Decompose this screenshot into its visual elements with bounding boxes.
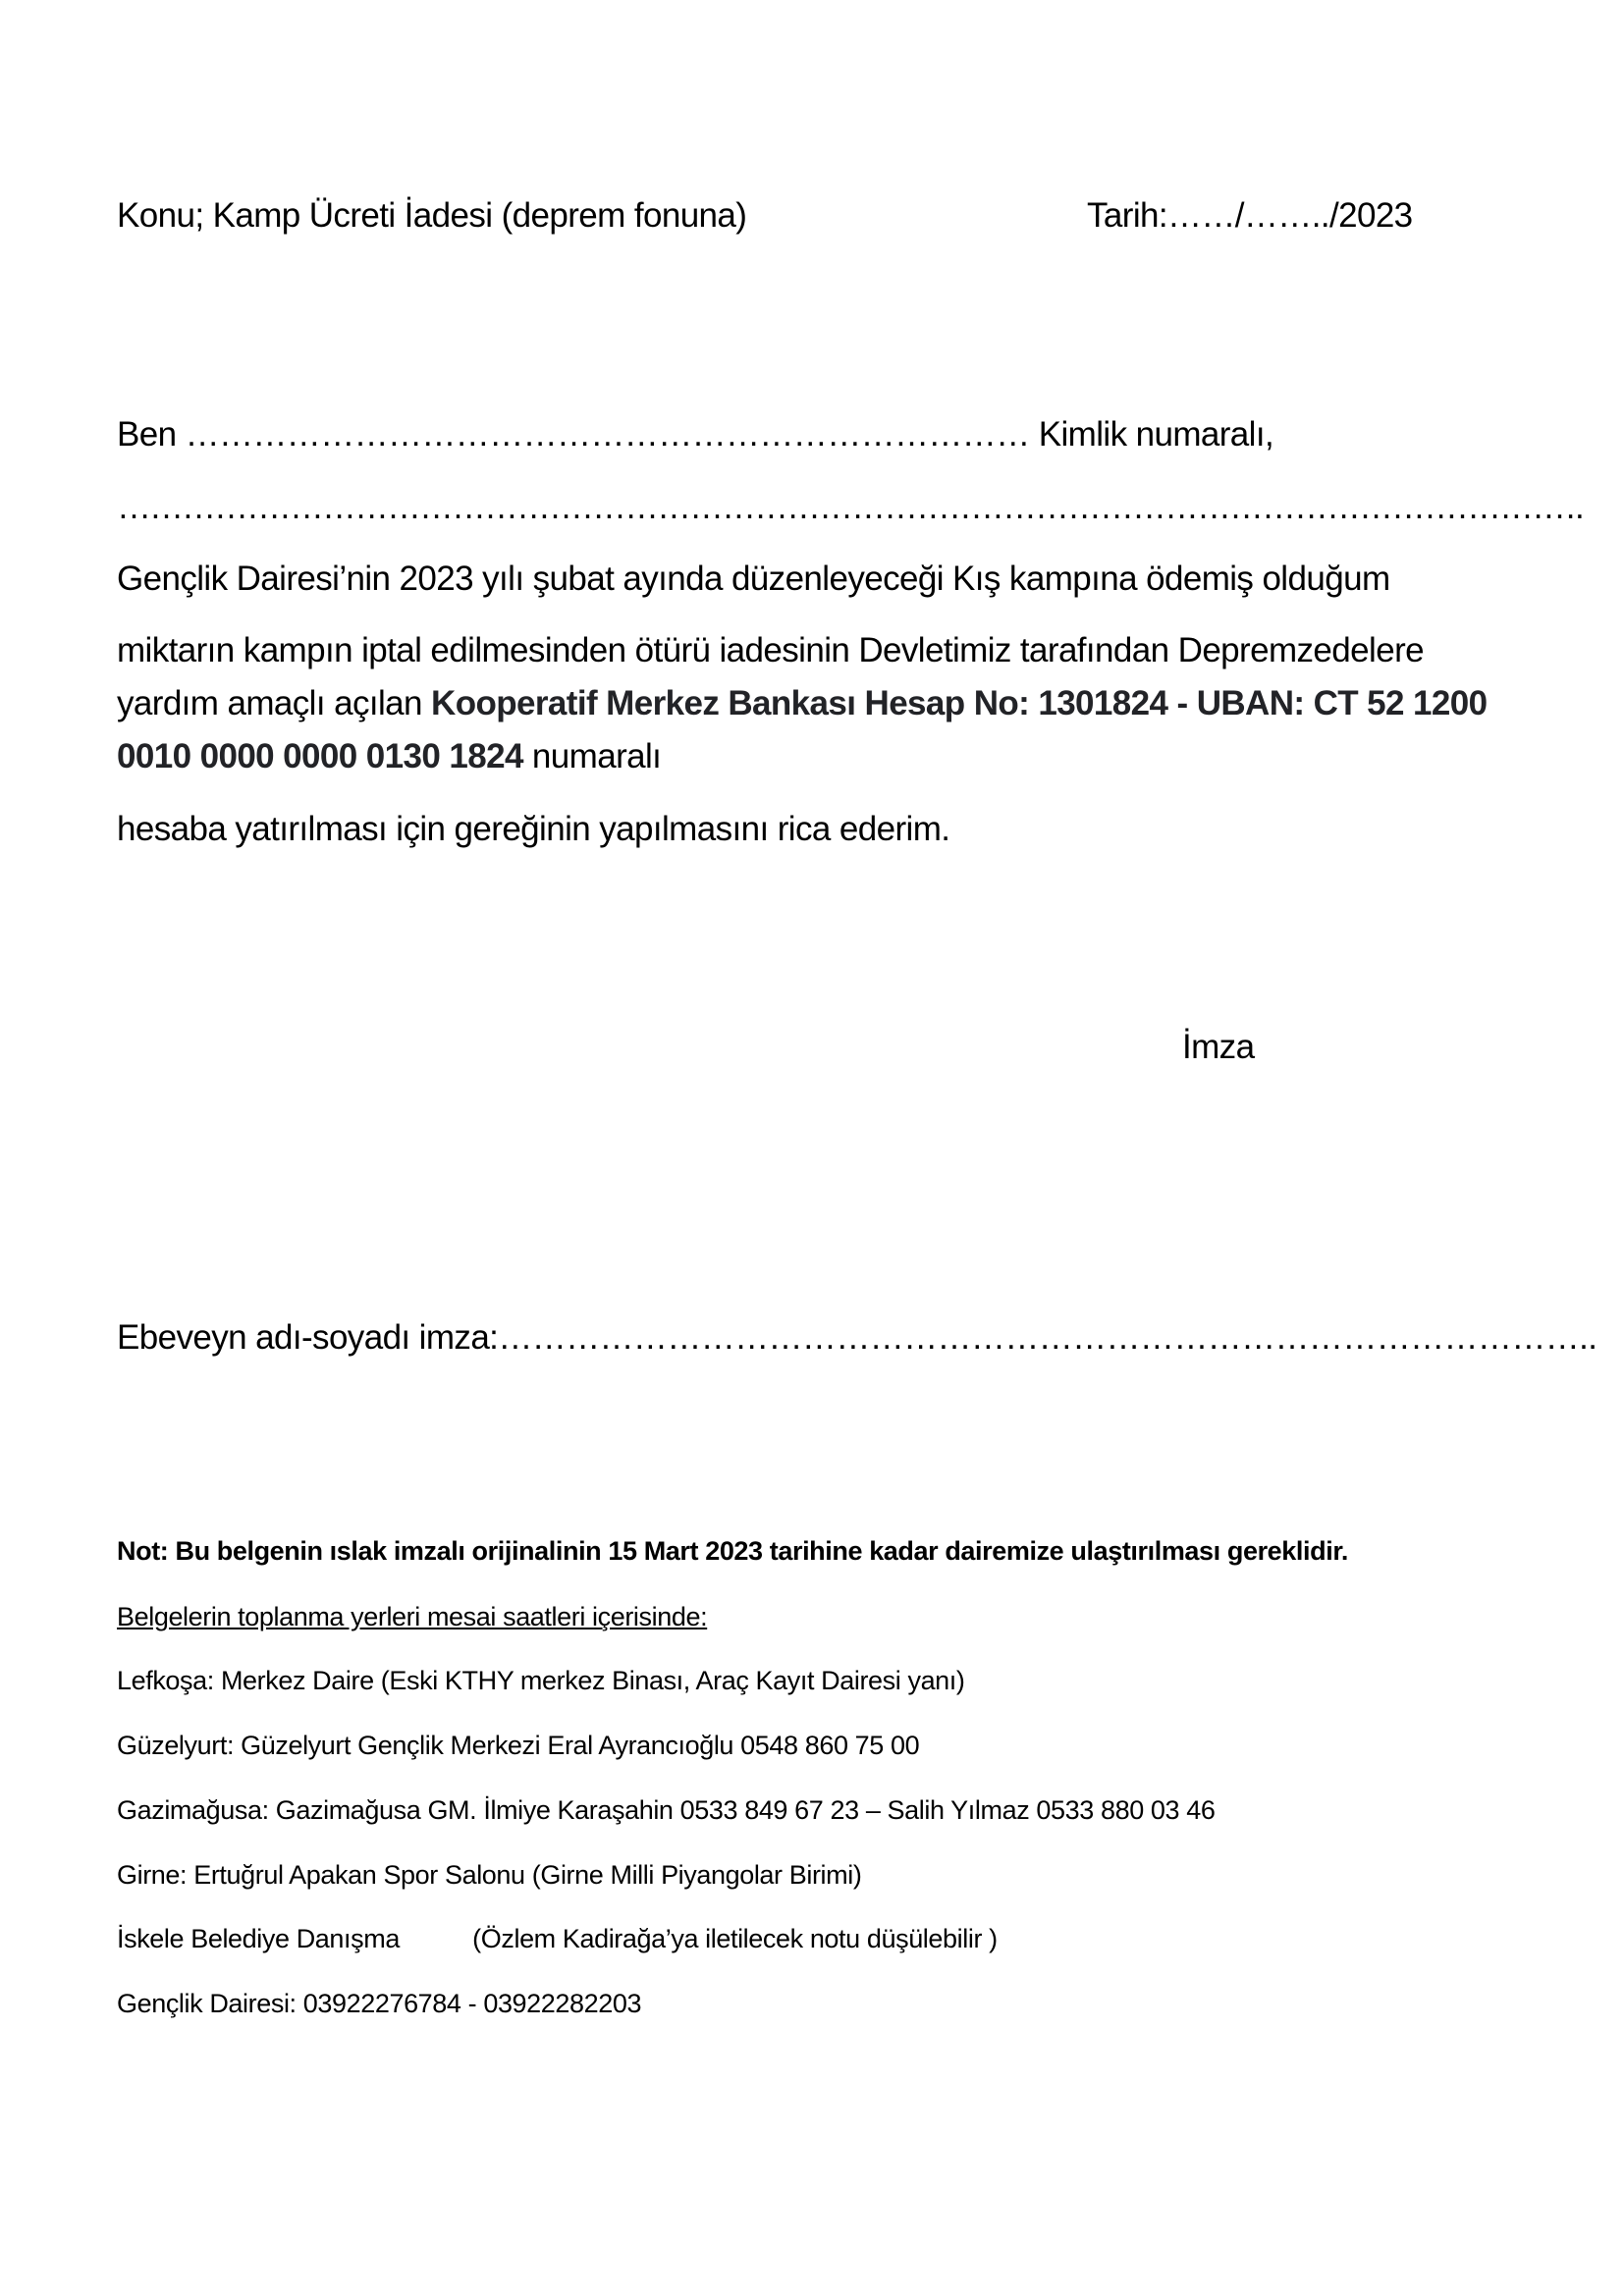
uban-continuation: 0010 0000 0000 0130 1824 — [117, 737, 523, 775]
applicant-name-blank: ………………………………………………………………… — [185, 415, 1030, 454]
location-iskele — [117, 1924, 998, 1954]
applicant-line — [117, 415, 1273, 454]
location-guzelyurt: Güzelyurt: Güzelyurt Gençlik Merkezi Eral Ayrancıoğlu 0548 860 75 00 — [117, 1731, 920, 1760]
bank-account-info: Kooperatif Merkez Bankası Hesap No: 1301824 - UBAN: CT 52 1200 — [431, 684, 1488, 722]
date-field: Tarih:……/……../2023 — [1087, 196, 1413, 235]
deadline-note: Not: Bu belgenin ıslak imzalı orijinalinin 15 Mart 2023 tarihine kadar dairemize ulaştırılması gereklidir. — [117, 1536, 1349, 1566]
paragraph-1: Gençlik Dairesi’nin 2023 yılı şubat ayında düzenleyeceği Kış kampına ödemiş olduğum — [117, 560, 1390, 598]
paragraph-4-suffix: numaralı — [522, 737, 662, 775]
id-number-blank: ………………………………………………………………………………………………………………………. — [117, 488, 1583, 526]
parent-signature-label: Ebeveyn adı-soyadı imza: — [117, 1318, 499, 1357]
paragraph-4 — [117, 737, 661, 776]
applicant-suffix: Kimlik numaralı, — [1038, 415, 1274, 454]
iskele-note: (Özlem Kadirağa’ya iletilecek notu düşülebilir ) — [472, 1924, 998, 1953]
location-girne: Girne: Ertuğrul Apakan Spor Salonu (Girne Milli Piyangolar Birimi) — [117, 1860, 862, 1890]
collection-points-heading: Belgelerin toplanma yerleri mesai saatleri içerisinde: — [117, 1602, 708, 1631]
subject-line: Konu; Kamp Ücreti İadesi (deprem fonuna) — [117, 196, 747, 235]
paragraph-2: miktarın kampın iptal edilmesinden ötürü iadesinin Devletimiz tarafından Depremzedelere — [117, 631, 1424, 669]
parent-signature-blank: …………………………………………………………………………………….. — [498, 1318, 1597, 1357]
parent-signature-line — [117, 1318, 1597, 1358]
paragraph-3-prefix: yardım amaçlı açılan — [117, 684, 432, 722]
location-gazimagusa: Gazimağusa: Gazimağusa GM. İlmiye Karaşahin 0533 849 67 23 – Salih Yılmaz 0533 880 03 46 — [117, 1795, 1216, 1825]
paragraph-3 — [117, 684, 1487, 723]
applicant-prefix: Ben — [117, 415, 177, 454]
paragraph-5: hesaba yatırılması için gereğinin yapılmasını rica ederim. — [117, 810, 950, 848]
location-lefkosa: Lefkoşa: Merkez Daire (Eski KTHY merkez Binası, Araç Kayıt Dairesi yanı) — [117, 1666, 965, 1695]
signature-label: İmza — [1182, 1028, 1255, 1066]
iskele-name: İskele Belediye Danışma — [117, 1924, 400, 1953]
contact-phones: Gençlik Dairesi: 03922276784 - 03922282203 — [117, 1989, 642, 2018]
